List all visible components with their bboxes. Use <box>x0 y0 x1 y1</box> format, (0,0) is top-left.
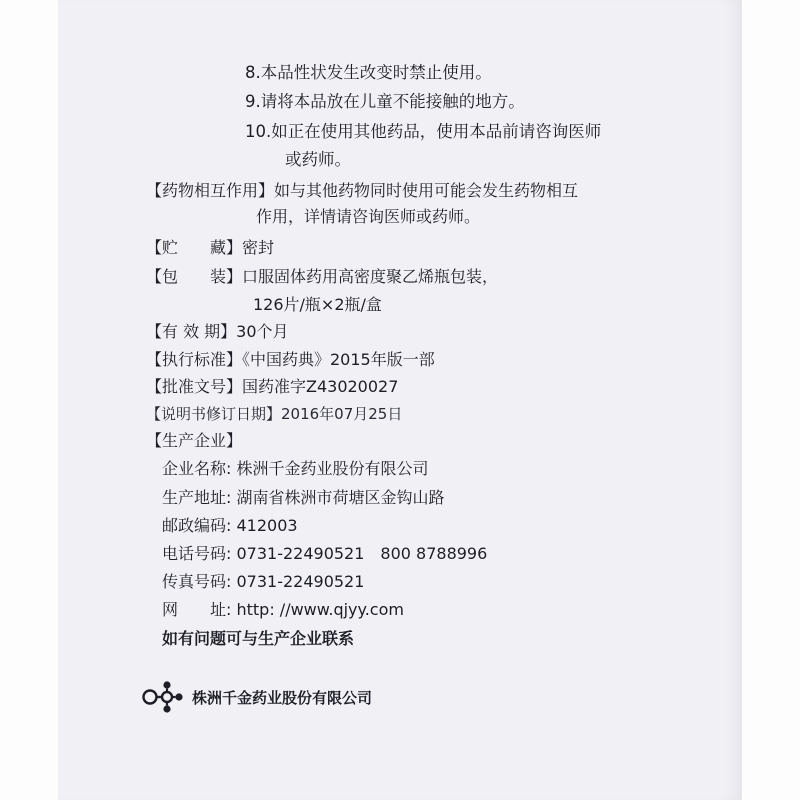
drug-interaction-cont: 作用，详情请咨询医师或药师。 <box>256 207 481 226</box>
storage: 【贮 藏】密封 <box>146 238 275 257</box>
website: 网 址: http: //www.qjyy.com <box>162 600 404 619</box>
standard: 【执行标准】《中国药典》2015年版一部 <box>146 350 435 369</box>
fax-number: 传真号码: 0731-22490521 <box>162 572 365 591</box>
packaging-cont: 126片/瓶×2瓶/盒 <box>253 295 382 314</box>
company-logo-text: 株洲千金药业股份有限公司 <box>192 688 373 707</box>
contact-note: 如有问题可与生产企业联系 <box>162 629 355 648</box>
precaution-item-8: 8.本品性状发生改变时禁止使用。 <box>245 63 492 82</box>
packaging: 【包 装】口服固体药用高密度聚乙烯瓶包装， <box>146 267 499 286</box>
company-address: 生产地址: 湖南省株洲市荷塘区金钩山路 <box>162 488 445 507</box>
revision-date: 【说明书修订日期】2016年07月25日 <box>146 405 403 423</box>
manufacturer-heading: 【生产企业】 <box>146 431 243 450</box>
company-logo <box>142 680 372 714</box>
precaution-item-10-cont: 或药师。 <box>285 150 351 169</box>
drug-interaction: 【药物相互作用】如与其他药物同时使用可能会发生药物相互 <box>146 181 579 200</box>
shelf-life: 【有 效 期】30个月 <box>146 322 289 341</box>
approval-number: 【批准文号】国药准字Z43020027 <box>146 377 399 396</box>
postal-code: 邮政编码: 412003 <box>162 516 298 535</box>
phone-number: 电话号码: 0731-22490521 800 8788996 <box>162 544 488 563</box>
company-logo-icon <box>142 680 186 714</box>
precaution-item-10: 10.如正在使用其他药品，使用本品前请咨询医师 <box>245 122 602 141</box>
company-name: 企业名称: 株洲千金药业股份有限公司 <box>162 459 429 478</box>
precaution-item-9: 9.请将本品放在儿童不能接触的地方。 <box>245 92 525 111</box>
